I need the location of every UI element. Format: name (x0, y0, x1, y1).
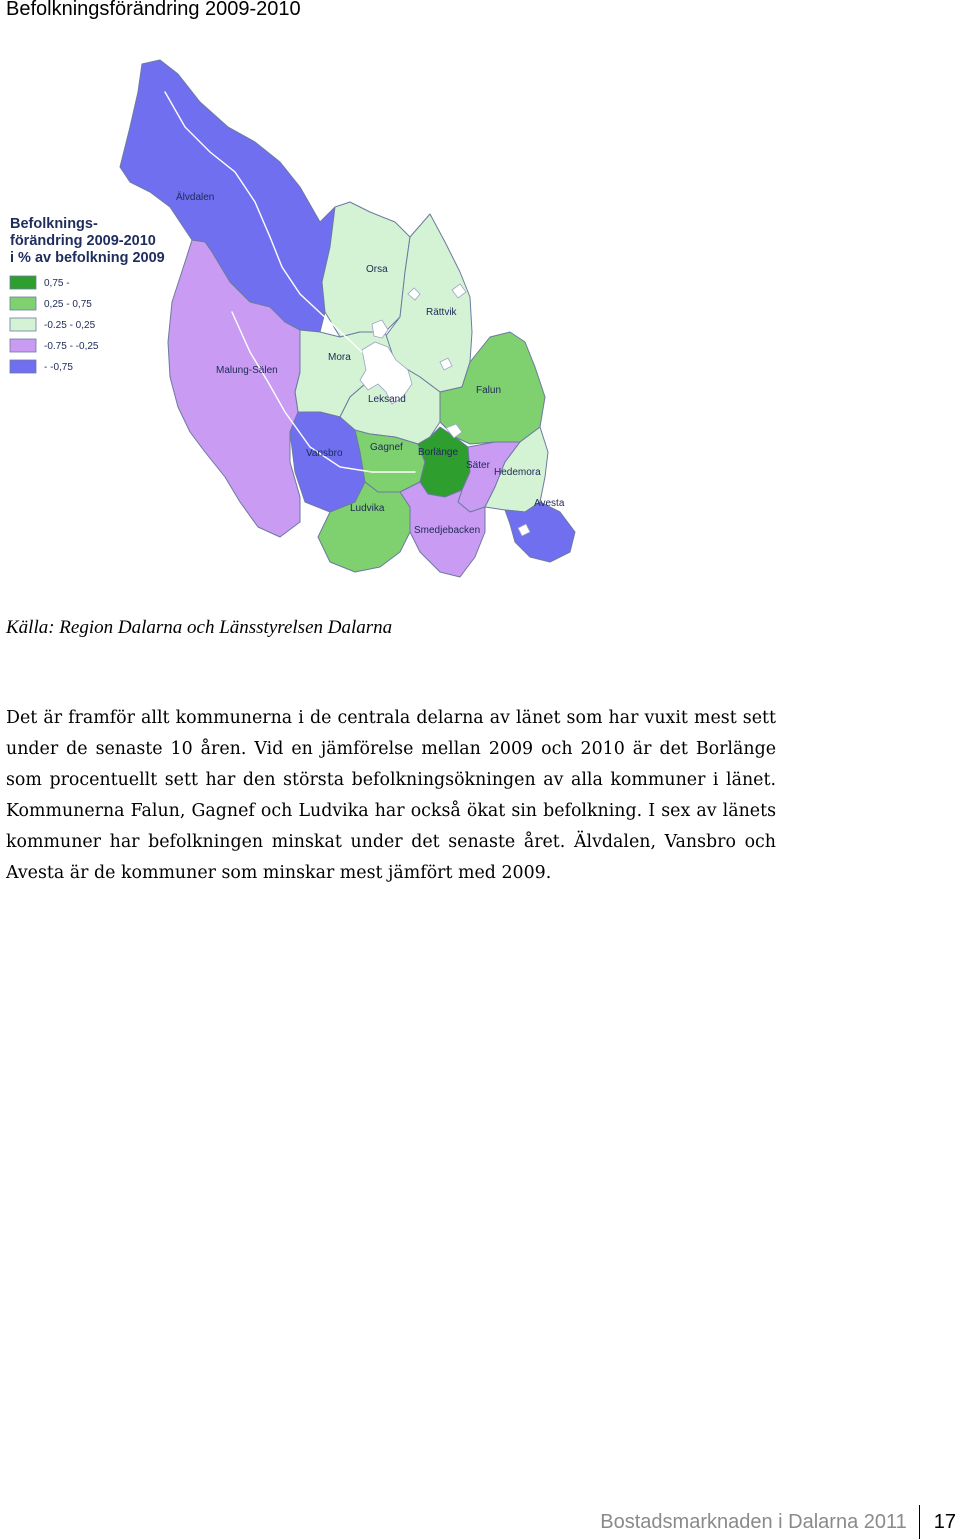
label-avesta: Avesta (534, 498, 565, 509)
label-orsa: Orsa (366, 264, 388, 275)
label-gagnef: Gagnef (370, 442, 403, 453)
label-malung-salen: Malung-Sälen (216, 365, 278, 376)
map-svg (0, 32, 600, 597)
page-heading: Befolkningsförändring 2009-2010 (6, 0, 301, 20)
legend-swatch-1 (10, 297, 36, 310)
legend-items (10, 276, 99, 373)
footer-divider (919, 1505, 920, 1539)
legend-label-0: 0,75 - (44, 278, 70, 289)
legend-label-2: -0.25 - 0,25 (44, 320, 96, 331)
population-change-map (0, 32, 600, 597)
legend-title-line-3: i % av befolkning 2009 (10, 250, 165, 266)
legend-title-line-1: Befolknings- (10, 216, 98, 232)
legend-swatch-0 (10, 276, 36, 289)
label-sater: Säter (466, 460, 490, 471)
label-vansbro: Vansbro (306, 448, 343, 459)
label-falun: Falun (476, 385, 502, 396)
page-number: 17 (933, 1510, 956, 1533)
source-caption: Källa: Region Dalarna och Länsstyrelsen Dalarna (6, 617, 393, 638)
body-paragraph: Det är framför allt kommunerna i de centrala delarna av länet som har vuxit mest sett under de senaste 10 åren. Vid en jämförelse mellan 2009 och 2010 är det Borlänge som procentuellt sett har den största befolkningsökningen av alla kommuner i länet. Kommunerna Falun, Gagnef och Ludvika har också ökat sin befolkning. I sex av länets kommuner har befolkningen minskat under det senaste året. Älvdalen, Vansbro och Avesta är de kommuner som minskar mest jämfört med 2009. (6, 708, 776, 883)
map-legend (10, 216, 165, 373)
label-smedjebacken: Smedjebacken (414, 525, 481, 536)
legend-label-1: 0,25 - 0,75 (44, 299, 92, 310)
label-ludvika: Ludvika (350, 503, 385, 514)
legend-swatch-4 (10, 360, 36, 373)
legend-swatch-3 (10, 339, 36, 352)
label-alvdalen: Älvdalen (176, 192, 215, 203)
publication-title: Bostadsmarknaden i Dalarna 2011 (600, 1510, 907, 1533)
label-rattvik: Rättvik (426, 307, 457, 318)
label-mora: Mora (328, 352, 351, 363)
label-hedemora: Hedemora (494, 467, 541, 478)
legend-swatch-2 (10, 318, 36, 331)
label-leksand: Leksand (368, 394, 406, 405)
legend-label-3: -0.75 - -0,25 (44, 341, 99, 352)
legend-label-4: - -0,75 (44, 362, 73, 373)
legend-title-line-2: förändring 2009-2010 (10, 233, 156, 249)
page-footer (600, 1505, 956, 1539)
label-borlange: Borlänge (418, 447, 459, 458)
municipality-avesta (505, 502, 575, 562)
